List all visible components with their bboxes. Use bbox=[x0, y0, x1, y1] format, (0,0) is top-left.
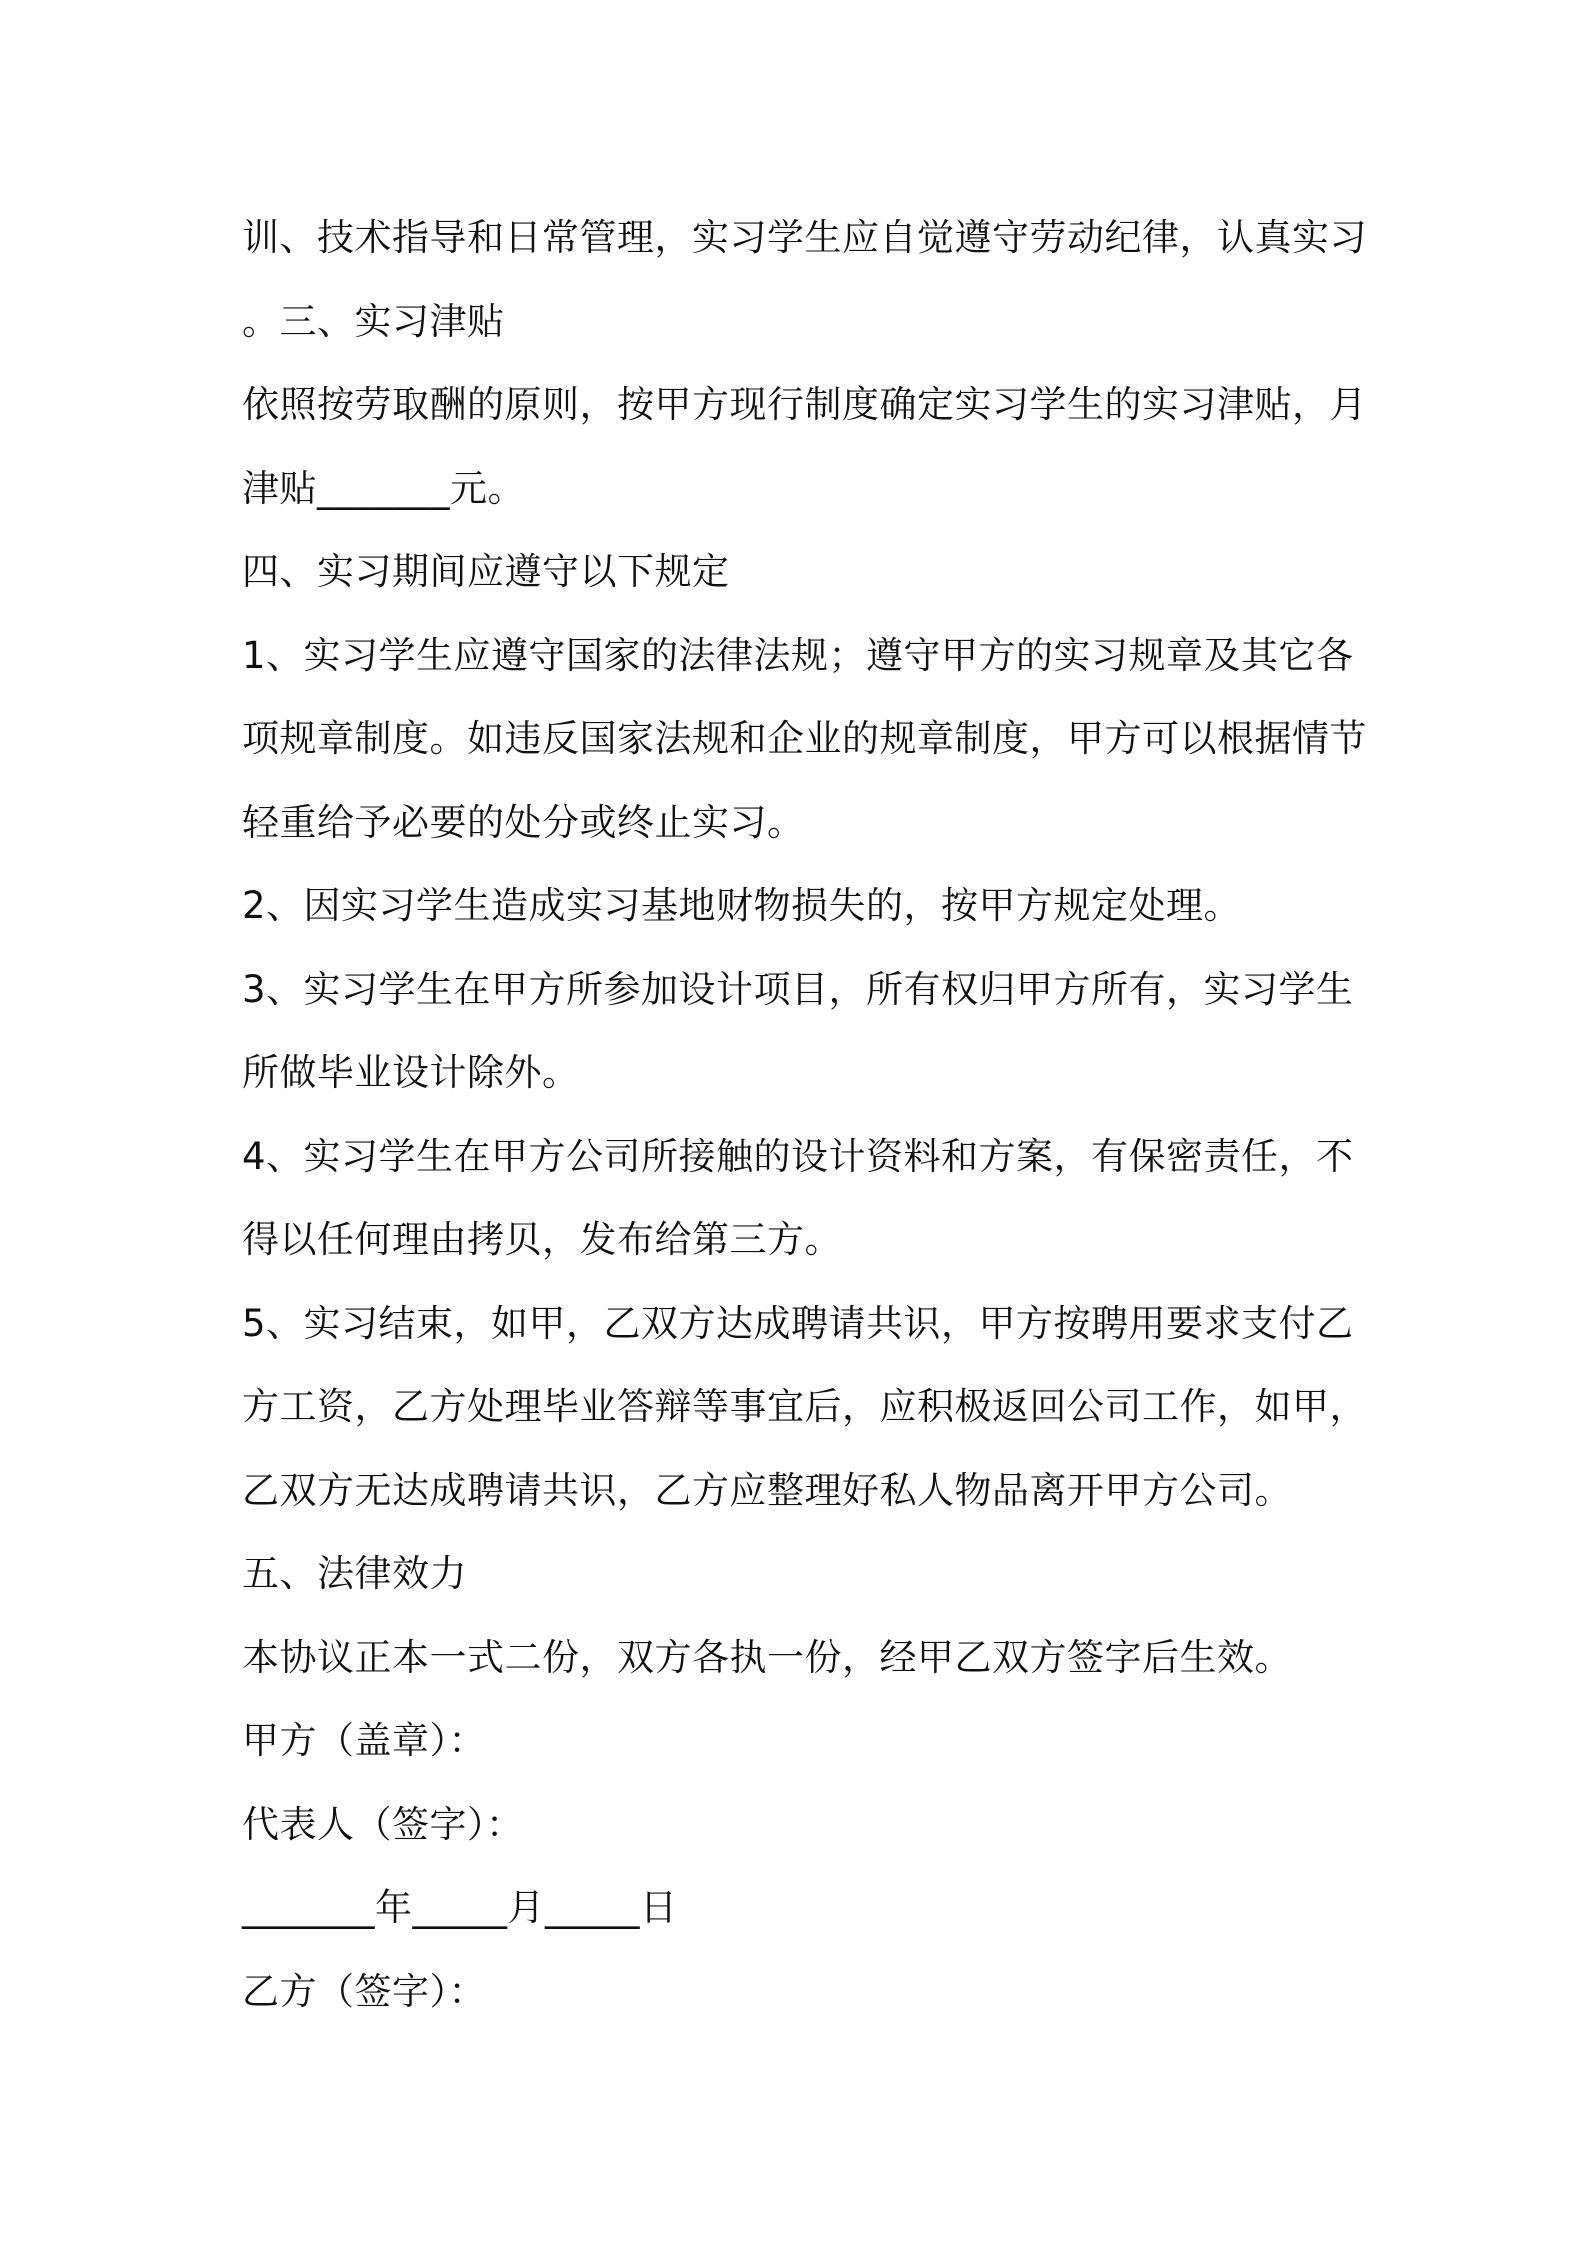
document-body bbox=[242, 196, 1367, 2033]
allowance-amount-line: 津贴_______元。 bbox=[242, 466, 525, 510]
party-a-seal-label: 甲方（盖章）： bbox=[242, 1719, 486, 1762]
section-heading-legal-effect: 五、法律效力 bbox=[242, 1552, 467, 1595]
rule-5-line: 方工资，乙方处理毕业答辩等事宜后，应积极返回公司工作，如甲， bbox=[242, 1385, 1367, 1428]
section-heading-rules: 四、实习期间应遵守以下规定 bbox=[242, 550, 730, 593]
rule-4-line: 4、实习学生在甲方公司所接触的设计资料和方案，有保密责任，不 bbox=[242, 1134, 1354, 1178]
text-line: 依照按劳取酬的原则，按甲方现行制度确定实习学生的实习津贴，月 bbox=[242, 383, 1367, 426]
rule-5-line: 5、实习结束，如甲，乙双方达成聘请共识，甲方按聘用要求支付乙 bbox=[242, 1301, 1354, 1345]
rule-2-line: 2、因实习学生造成实习基地财物损失的，按甲方规定处理。 bbox=[242, 884, 1242, 927]
party-b-signature-label: 乙方（签字）： bbox=[242, 1969, 486, 2013]
date-line: _______年_____月_____日 bbox=[242, 1886, 678, 1929]
rule-5-line: 乙双方无达成聘请共识，乙方应整理好私人物品离开甲方公司。 bbox=[242, 1468, 1292, 1512]
representative-signature-label: 代表人（签字）： bbox=[242, 1802, 524, 1846]
text-line: 训、技术指导和日常管理，实习学生应自觉遵守劳动纪律，认真实习 bbox=[242, 216, 1367, 259]
rule-1-line: 1、实习学生应遵守国家的法律法规；遵守甲方的实习规章及其它各 bbox=[242, 633, 1354, 677]
text-line: 本协议正本一式二份，双方各执一份，经甲乙双方签字后生效。 bbox=[242, 1635, 1292, 1679]
rule-1-line: 项规章制度。如违反国家法规和企业的规章制度，甲方可以根据情节 bbox=[242, 717, 1367, 760]
rule-1-line: 轻重给予必要的处分或终止实习。 bbox=[242, 800, 805, 844]
section-heading-allowance: 。三、实习津贴 bbox=[242, 299, 505, 343]
rule-3-line: 3、实习学生在甲方所参加设计项目，所有权归甲方所有，实习学生 bbox=[242, 967, 1354, 1011]
rule-3-line: 所做毕业设计除外。 bbox=[242, 1051, 580, 1094]
rule-4-line: 得以任何理由拷贝，发布给第三方。 bbox=[242, 1218, 842, 1261]
